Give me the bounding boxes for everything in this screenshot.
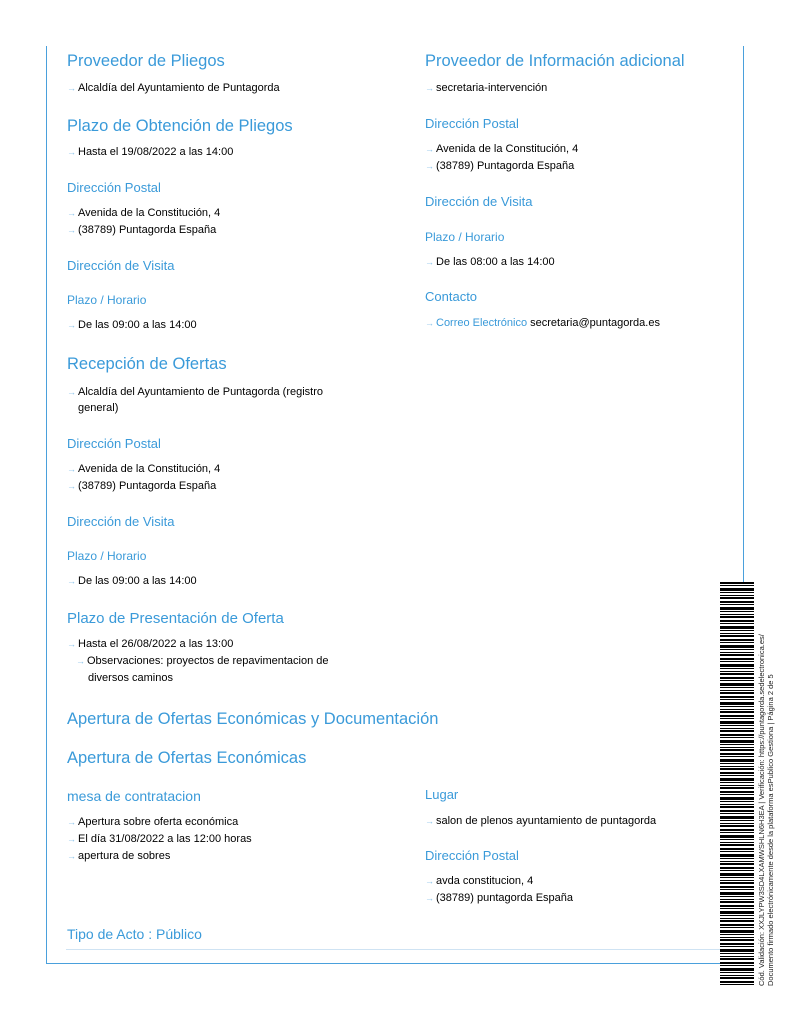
frame-left-border bbox=[46, 46, 47, 964]
tipo-acto-label: Tipo de Acto : Público bbox=[67, 926, 202, 942]
arrow-icon: → bbox=[67, 83, 76, 93]
arrow-icon: → bbox=[67, 851, 76, 861]
direccion-visita-heading: Dirección de Visita bbox=[425, 194, 533, 209]
arrow-icon: → bbox=[67, 464, 76, 474]
arrow-icon: → bbox=[425, 893, 434, 903]
plazo-horario-heading: Plazo / Horario bbox=[67, 549, 147, 563]
proveedor-info-heading: Proveedor de Información adicional bbox=[425, 52, 685, 70]
arrow-icon: → bbox=[425, 257, 434, 267]
contacto-heading: Contacto bbox=[425, 289, 478, 304]
plazo-presentacion-heading: Plazo de Presentación de Oferta bbox=[67, 610, 284, 627]
direccion-postal-heading: Dirección Postal bbox=[425, 848, 519, 863]
frame-bottom-border bbox=[46, 963, 744, 964]
list-item: → Avenida de la Constitución, 4 bbox=[425, 143, 579, 155]
arrow-icon: → bbox=[425, 161, 434, 171]
recepcion-ofertas-heading: Recepción de Ofertas bbox=[67, 355, 227, 373]
list-item: → (38789) puntagorda España bbox=[425, 892, 573, 904]
arrow-icon: → bbox=[425, 876, 434, 886]
arrow-icon: → bbox=[67, 639, 76, 649]
list-item: → avda constitucion, 4 bbox=[425, 875, 534, 887]
validation-text: Cód. Validación: XXJLYPW3SD4LXAMWSHLN6H3EA | Verificación: https://puntagorda.sedelectronica.es/ Documento firmado electrónicamente desde la plataforma esPublico Gestiona | Página 2 de 5 bbox=[757, 634, 775, 986]
list-item: → El día 31/08/2022 a las 12:00 horas bbox=[67, 833, 252, 845]
direccion-postal-heading: Dirección Postal bbox=[425, 116, 519, 131]
lugar-heading: Lugar bbox=[425, 787, 459, 802]
arrow-icon: → bbox=[67, 817, 76, 827]
arrow-icon: → bbox=[67, 834, 76, 844]
plazo-obtencion-heading: Plazo de Obtención de Pliegos bbox=[67, 117, 293, 135]
list-item: → Apertura sobre oferta económica bbox=[67, 816, 239, 828]
arrow-icon: → bbox=[67, 320, 76, 330]
arrow-icon: → bbox=[425, 83, 434, 93]
list-item: → De las 09:00 a las 14:00 bbox=[67, 575, 197, 587]
list-item: → De las 08:00 a las 14:00 bbox=[425, 256, 555, 268]
list-item: → salon de plenos ayuntamiento de puntagorda bbox=[425, 815, 657, 827]
list-item: → (38789) Puntagorda España bbox=[67, 480, 217, 492]
direccion-postal-heading: Dirección Postal bbox=[67, 436, 161, 451]
arrow-icon: → bbox=[76, 656, 85, 666]
arrow-icon: → bbox=[425, 318, 434, 328]
list-item: → secretaria-intervención bbox=[425, 82, 548, 94]
list-item: → Hasta el 26/08/2022 a las 13:00 bbox=[67, 638, 234, 650]
list-item-continuation: diversos caminos bbox=[88, 672, 173, 684]
arrow-icon: → bbox=[67, 576, 76, 586]
arrow-icon: → bbox=[67, 481, 76, 491]
list-item: → Hasta el 19/08/2022 a las 14:00 bbox=[67, 146, 234, 158]
direccion-visita-heading: Dirección de Visita bbox=[67, 258, 175, 273]
list-item: → (38789) Puntagorda España bbox=[67, 224, 217, 236]
mesa-contratacion-heading: mesa de contratacion bbox=[67, 788, 201, 804]
apertura-sub-heading: Apertura de Ofertas Económicas bbox=[67, 749, 307, 767]
list-item: → apertura de sobres bbox=[67, 850, 171, 862]
arrow-icon: → bbox=[67, 147, 76, 157]
arrow-icon: → bbox=[425, 144, 434, 154]
list-item: → Alcaldía del Ayuntamiento de Puntagorda bbox=[67, 82, 280, 94]
direccion-postal-heading: Dirección Postal bbox=[67, 180, 161, 195]
section-divider bbox=[66, 949, 740, 950]
list-item-continuation: general) bbox=[78, 402, 119, 414]
list-item-nested: → Observaciones: proyectos de repavimentacion de bbox=[76, 655, 329, 667]
apertura-main-heading: Apertura de Ofertas Económicas y Documentación bbox=[67, 710, 439, 728]
email-label: Correo Electrónico bbox=[436, 317, 528, 329]
frame-right-border bbox=[743, 46, 744, 626]
plazo-horario-heading: Plazo / Horario bbox=[425, 230, 505, 244]
list-item: → (38789) Puntagorda España bbox=[425, 160, 575, 172]
list-item: → Avenida de la Constitución, 4 bbox=[67, 463, 221, 475]
contact-email-row bbox=[425, 315, 660, 332]
list-item: → De las 09:00 a las 14:00 bbox=[67, 319, 197, 331]
list-item: → Avenida de la Constitución, 4 bbox=[67, 207, 221, 219]
arrow-icon: → bbox=[67, 225, 76, 235]
arrow-icon: → bbox=[67, 208, 76, 218]
direccion-visita-heading: Dirección de Visita bbox=[67, 514, 175, 529]
arrow-icon: → bbox=[425, 816, 434, 826]
arrow-icon: → bbox=[67, 387, 76, 397]
barcode bbox=[720, 582, 754, 986]
email-link[interactable]: secretaria@puntagorda.es bbox=[530, 317, 660, 329]
list-item: → Alcaldía del Ayuntamiento de Puntagorda (registro bbox=[67, 386, 324, 398]
plazo-horario-heading: Plazo / Horario bbox=[67, 293, 147, 307]
proveedor-pliegos-heading: Proveedor de Pliegos bbox=[67, 52, 225, 70]
